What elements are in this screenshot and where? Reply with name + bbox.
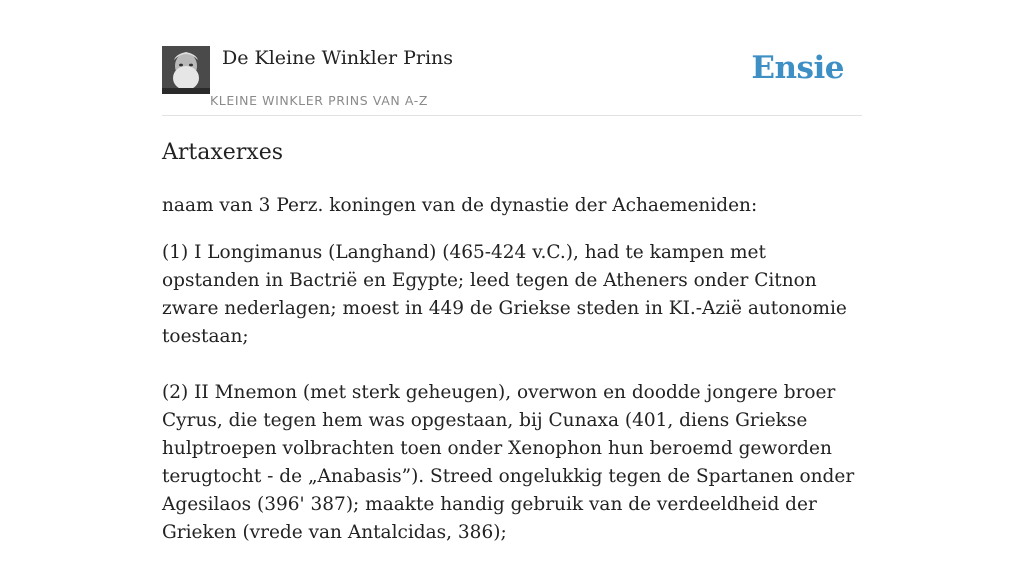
author-portrait-icon — [162, 46, 210, 94]
author-avatar[interactable] — [162, 46, 210, 94]
article-body — [162, 192, 868, 566]
article-title: Artaxerxes — [162, 140, 284, 165]
brand-logo[interactable]: Ensie — [751, 50, 844, 86]
header — [162, 44, 862, 116]
article-text: (1) I Longimanus (Langhand) (465-424 v.C.), had te kampen met opstanden in Bactrië en Egypte; leed tegen de Atheners onder Citnon zware nederlagen; moest in 449 de Griekse steden in KI.-Azië autonomie toestaan; (2) II Mnemon (met sterk geheugen), overwon en doodde jongere broer Cyrus, die tegen hem was opgestaan, bij Cunaxa (401, diens Griekse hulptroepen volbrachten toen onder Xenophon hun beroemd geworden terugtocht - de „Anabasis”). Streed ongelukkig tegen de Spartanen onder Agesilaos (396' 387); maakte handig gebruik van de verdeeldheid der Grieken (vrede van Antalcidas, 386); — [162, 242, 855, 543]
book-subtitle[interactable]: KLEINE WINKLER PRINS VAN A-Z — [210, 93, 429, 108]
book-title[interactable]: De Kleine Winkler Prins — [222, 47, 454, 69]
article-intro: naam van 3 Perz. koningen van de dynastie der Achaemeniden: — [162, 195, 758, 216]
